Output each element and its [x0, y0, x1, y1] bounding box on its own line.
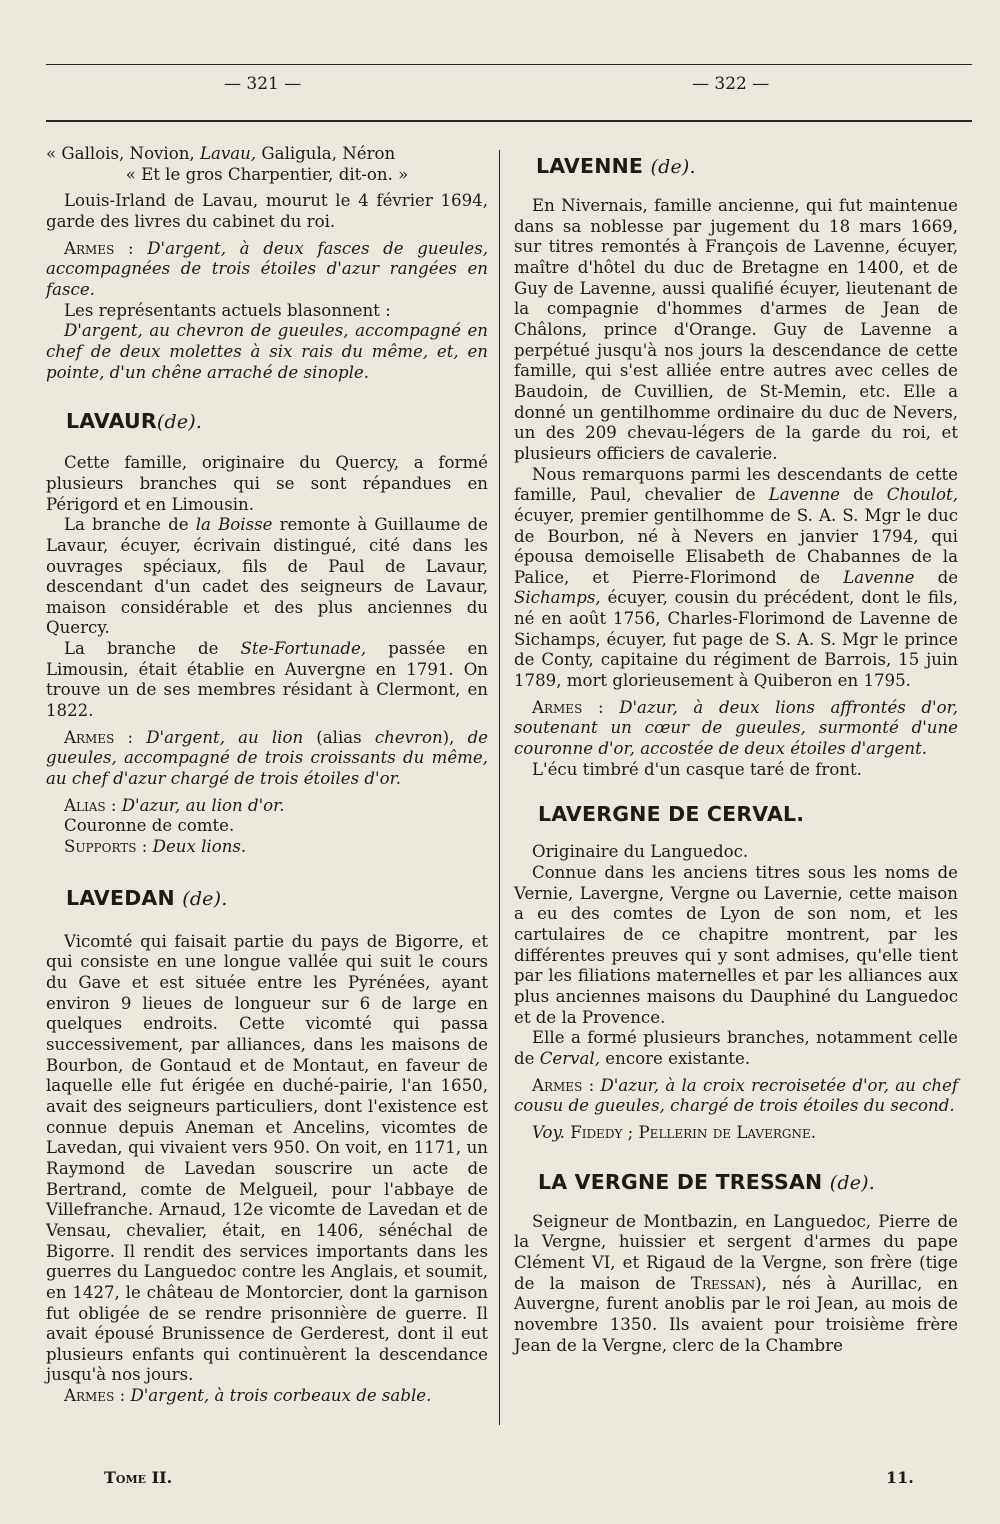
verse-line-1: « Gallois, Novion, Lavau, Galigula, Néron [46, 144, 396, 163]
tressan-heading: LA VERGNE DE TRESSAN (de). [538, 1169, 876, 1194]
lavau-text: Louis-Irland de Lavau, mourut le 4 février 1694, garde des livres du cabinet du roi. [46, 191, 488, 231]
page-number-right: — 322 — [692, 74, 770, 94]
lavenne-helm: L'écu timbré d'un casque taré de front. [532, 759, 862, 779]
verse-line-2: « Et le gros Charpentier, dit-on. » [125, 164, 409, 184]
lavergne-heading: LAVERGNE DE CERVAL. [538, 802, 805, 827]
right-column [514, 144, 958, 1356]
lavaur-crown: Couronne de comte. [64, 816, 235, 836]
footer-signature: 11. [886, 1468, 914, 1487]
footer-volume: Tome II. [104, 1468, 173, 1487]
lavergne-text-2: Elle a formé plusieurs branches, notamment celle de Cerval, encore existante. [514, 1028, 958, 1068]
lavaur-text-1: Cette famille, originaire du Quercy, a formé plusieurs branches qui se sont répandues en Périgord et en Limousin. [46, 453, 488, 514]
lavenne-arms: Armes : D'azur, à deux lions affrontés d'or, soutenant un cœur de gueules, surmonté d'une couronne d'or, accostée de deux étoiles d'argent. [514, 697, 958, 759]
lavergne-origin: Originaire du Languedoc. [532, 842, 749, 862]
lavau-current-arms: D'argent, au chevron de gueules, accompagné en chef de deux molettes à six rais du même, et, en pointe, d'un chêne arraché de sinople. [46, 321, 488, 382]
lavau-current-text: Les représentants actuels blasonnent : [64, 300, 391, 320]
tressan-text: Seigneur de Montbazin, en Languedoc, Pierre de la Vergne, huissier et sergent d'armes du pape Clément VI, et Rigaud de la Vergne, son frère (tige de la maison de Tressan), nés à Aurillac, en Auvergne, furent anoblis par le roi Jean, au mois de novembre 1350. Ils avaient pour troisième frère Jean de la Vergne, clerc de la Chambre [514, 1211, 958, 1355]
lavaur-text-3: La branche de Ste-Fortunade, passée en Limousin, était établie en Auvergne en 1791. On trouve un de ses membres résidant à Clermont, en 1822. [46, 639, 488, 721]
lavaur-arms: Armes : D'argent, au lion (alias chevron), de gueules, accompagné de trois croissants du même, au chef d'azur chargé de trois étoiles d'or. [46, 727, 489, 789]
page-number-left: — 321 — [224, 74, 302, 94]
lavaur-supports: Supports : Deux lions. [64, 837, 247, 857]
left-column [46, 144, 488, 1407]
lavaur-heading: LAVAUR(de). [66, 409, 203, 434]
lavenne-text-2: Nous remarquons parmi les descendants de cette famille, Paul, chevalier de Lavenne de Choulot, écuyer, premier gentilhomme de S. A. S. Mgr le duc de Bourbon, né à Nevers en janvier 1794, qui épousa demoiselle Elisabeth de Chabannes de la Palice, et Pierre-Florimond de Lavenne de Sichamps, écuyer, cousin du précédent, dont le fils, né en août 1756, Charles-Florimond de Lavenne de Sichamps, écuyer, fut page de S. A. S. Mgr le prince de Conty, capitaine du régiment de Barrois, 15 juin 1789, mort glorieusement à Quiberon en 1795. [514, 464, 959, 691]
lavedan-heading: LAVEDAN (de). [66, 885, 228, 910]
lavau-arms: Armes : D'argent, à deux fasces de gueules, accompagnées de trois étoiles d'azur rangées en fasce. [46, 238, 489, 299]
lavergne-arms: Armes : D'azur, à la croix recroisetée d'or, au chef cousu de gueules, chargé de trois étoiles du second. [514, 1075, 959, 1116]
lavedan-text: Vicomté qui faisait partie du pays de Bigorre, et qui consiste en une longue vallée qui suit le cours du Gave et est située entre les Pyrénées, ayant environ 9 lieues de longueur sur 6 de large en quelques endroits. Cette vicomté qui passa successivement, par alliances, dans les maisons de Bourbon, de Gontaud et de Montaut, en faveur de laquelle elle fut érigée en duché-pairie, l'an 1650, avait des seigneurs particuliers, dont l'existence est connue depuis Aneman et Ancelins, vicomtes de Lavedan, qui vivaient vers 950. On voit, en 1171, un Raymond de Lavedan souscrire un acte de Bertrand, comte de Melgueil, pour l'abbaye de Villefranche. Arnaud, 12e vicomte de Lavedan et de Vensau, chevalier, était, en 1406, sénéchal de Bigorre. Il rendit des services importants dans les guerres du Languedoc contre les Anglais, et soumit, en 1427, le château de Montorcier, dont la garnison fut obligée de se rendre prisonnière de guerre. Il avait épousé Brunissence de Gerderest, dont il eut plusieurs enfants qui continuèrent la descendance jusqu'à nos jours. [46, 931, 488, 1385]
lavedan-arms: Armes : D'argent, à trois corbeaux de sable. [64, 1386, 432, 1406]
lavenne-text-1: En Nivernais, famille ancienne, qui fut maintenue dans sa noblesse par jugement du 18 mars 1669, sur titres remontés à François de Lavenne, écuyer, maître d'hôtel du duc de Bretagne en 1400, et de Guy de Lavenne, aussi qualifié écuyer, lieutenant de la compagnie d'hommes d'armes de Jean de Châlons, prince d'Orange. Guy de Lavenne a perpétué jusqu'à nos jours la descendance de cette famille, qui s'est alliée entre autres avec celles de Baudoin, de Cuvillien, de St-Memin, etc. Elle a donné un gentilhomme ordinaire du duc de Nevers, un des 209 chevau-légers de la garde du roi, et plusieurs officiers de cavalerie. [514, 196, 958, 463]
lavergne-text-1: Connue dans les anciens titres sous les noms de Vernie, Lavergne, Vergne ou Lavernie, cette maison a eu des comtes de Lyon de son nom, et les cartulaires de ce chapitre montrent, par les différentes preuves qui y sont admises, qu'elle tient par les filiations maternelles et par les alliances aux plus anciennes maisons du Dauphiné du Languedoc et de la Provence. [514, 863, 958, 1027]
lavergne-see-also: Voy. Fidedy ; Pellerin de Lavergne. [532, 1122, 817, 1142]
column-separator [499, 150, 500, 1425]
lavenne-heading: LAVENNE (de). [536, 154, 696, 178]
header-top-rule [46, 64, 972, 65]
lavaur-text-2: La branche de la Boisse remonte à Guillaume de Lavaur, écuyer, écrivain distingué, cité dans les ouvrages spéciaux, fils de Paul de Lavaur, descendant d'un cadet des seigneurs de Lavaur, maison considérable et des plus anciennes du Quercy. [46, 515, 488, 638]
lavaur-alias: Alias : D'azur, au lion d'or. [64, 795, 285, 815]
header-bottom-rule [46, 120, 972, 122]
